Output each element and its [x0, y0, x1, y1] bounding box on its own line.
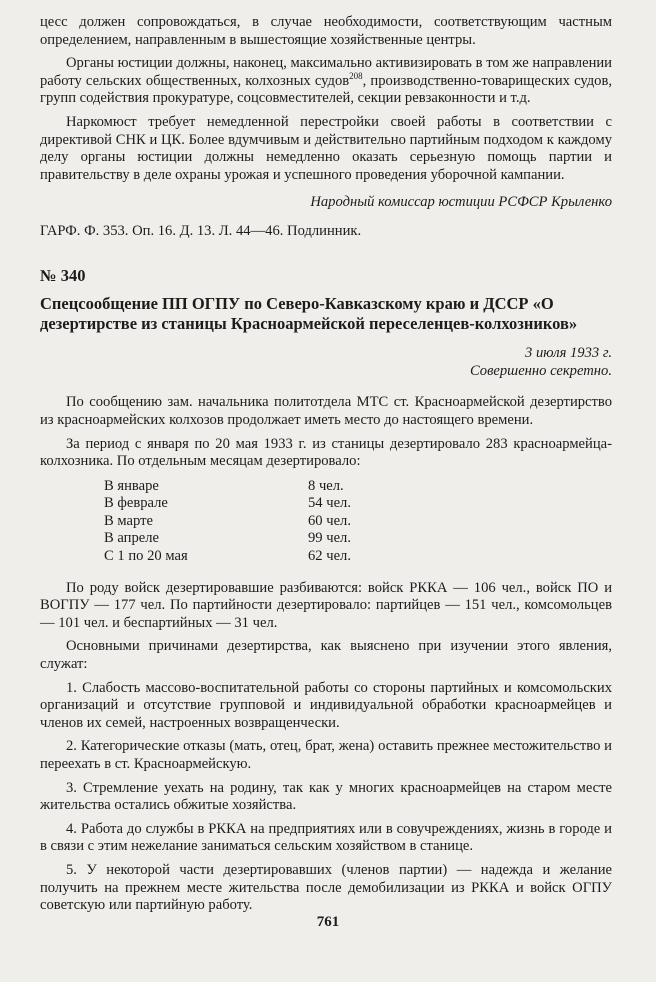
reason-item: 2. Категорические отказы (мать, отец, брат, жена) оставить прежнее местожительство и переехать в ст. Красноармейскую. [40, 738, 612, 772]
paragraph-period: За период с января по 20 мая 1933 г. из станицы дезертировало 283 красноармейца-колхозника. По отдельным месяцам дезертировало: [40, 435, 612, 470]
document-page [40, 14, 612, 915]
month-count: 62 чел. [308, 548, 351, 565]
document-number: № 340 [40, 265, 86, 285]
document-date: 3 июля 1933 г. [525, 345, 612, 362]
reason-item: 1. Слабость массово-воспитательной работы со стороны партийных и комсомольских организаций и отсутствие групповой и индивидуальной обработки красноармейцев и членов их семей, настроенных возвращенчески. [40, 679, 612, 731]
month-count: 60 чел. [308, 512, 351, 529]
month-count: 8 чел. [308, 477, 344, 494]
continued-paragraph: цесс должен сопровождаться, в случае необходимости, соответствующим частным определением, направленным в вышестоящие хозяйственные центры. [40, 14, 612, 48]
month-label: В январе [104, 477, 159, 494]
month-label: В марте [104, 512, 153, 529]
document-title: Спецсообщение ПП ОГПУ по Северо-Кавказскому краю и ДССР «О дезертирстве из станицы Красноармейской переселенцев-колхозников» [40, 294, 578, 333]
reason-item: 4. Работа до службы в РККА на предприятиях или в совучреждениях, жизнь в городе и в связи с этим нежелание заниматься сельским хозяйством в станице. [40, 820, 612, 855]
page-number: 761 [316, 914, 340, 930]
month-label: С 1 по 20 мая [104, 548, 188, 565]
paragraph-soobshcheniye: По сообщению зам. начальника политотдела МТС ст. Красноармейской дезертирство из красноармейских колхозов продолжает иметь место до настоящего времени. [40, 394, 612, 428]
table-row [104, 513, 351, 531]
month-label: В апреле [104, 530, 160, 547]
table-row [104, 478, 351, 496]
signature: Народный комиссар юстиции РСФСР Крыленко [310, 194, 612, 211]
reason-item: 5. У некоторой части дезертировавших (членов партии) — надежда и желание получить на прежнем месте жительства после демобилизации из РККА и войск ОГПУ советскую или партийную работу. [40, 861, 612, 914]
paragraph-narkomyust: Наркомюст требует немедленной перестройки своей работы в соответствии с директивой СНК и ЦК. Более вдумчивым и действительно партийным подходом к каждому делу органы юстиции должны немедленно оказать серьезную помощь партии и правительству в деле охраны урожая и успешного проведения уборочной кампании. [40, 113, 612, 183]
secrecy-stamp: Совершенно секретно. [469, 362, 612, 379]
paragraph-organs-yustitsii [40, 55, 612, 108]
paragraph-text: Органы юстиции должны, наконец, максимально активизировать в том же направлении работу сельских общественных, колхозных судов [40, 55, 612, 89]
monthly-desertion-table [104, 478, 351, 566]
month-label: В феврале [104, 495, 168, 512]
month-count: 54 чел. [308, 495, 351, 512]
reason-item: 3. Стремление уехать на родину, так как у многих красноармейцев на старом месте жительства остались обжитые хозяйства. [40, 779, 612, 814]
paragraph-prichiny: Основными причинами дезертирства, как выяснено при изучении этого явления, служат: [40, 638, 612, 673]
archive-source: ГАРФ. Ф. 353. Оп. 16. Д. 13. Л. 44—46. Подлинник. [40, 222, 362, 239]
month-count: 99 чел. [308, 530, 351, 547]
table-row [104, 548, 351, 566]
paragraph-text-cont: , производственно-товарищеских судов, групп содействия прокуратуре, соцсовместителей, секции ревзаконности и т.д. [40, 72, 612, 107]
table-row [104, 530, 351, 548]
footnote-ref: 208 [349, 70, 363, 81]
table-row [104, 495, 351, 513]
paragraph-rod-voisk: По роду войск дезертировавшие разбиваются: войск РККА — 106 чел., войск ПО и ВОГПУ — 177 чел. По партийности дезертировало: партийцев — 151 чел., комсомольцев — 101 чел. и беспартийных — 31 чел. [40, 579, 612, 631]
